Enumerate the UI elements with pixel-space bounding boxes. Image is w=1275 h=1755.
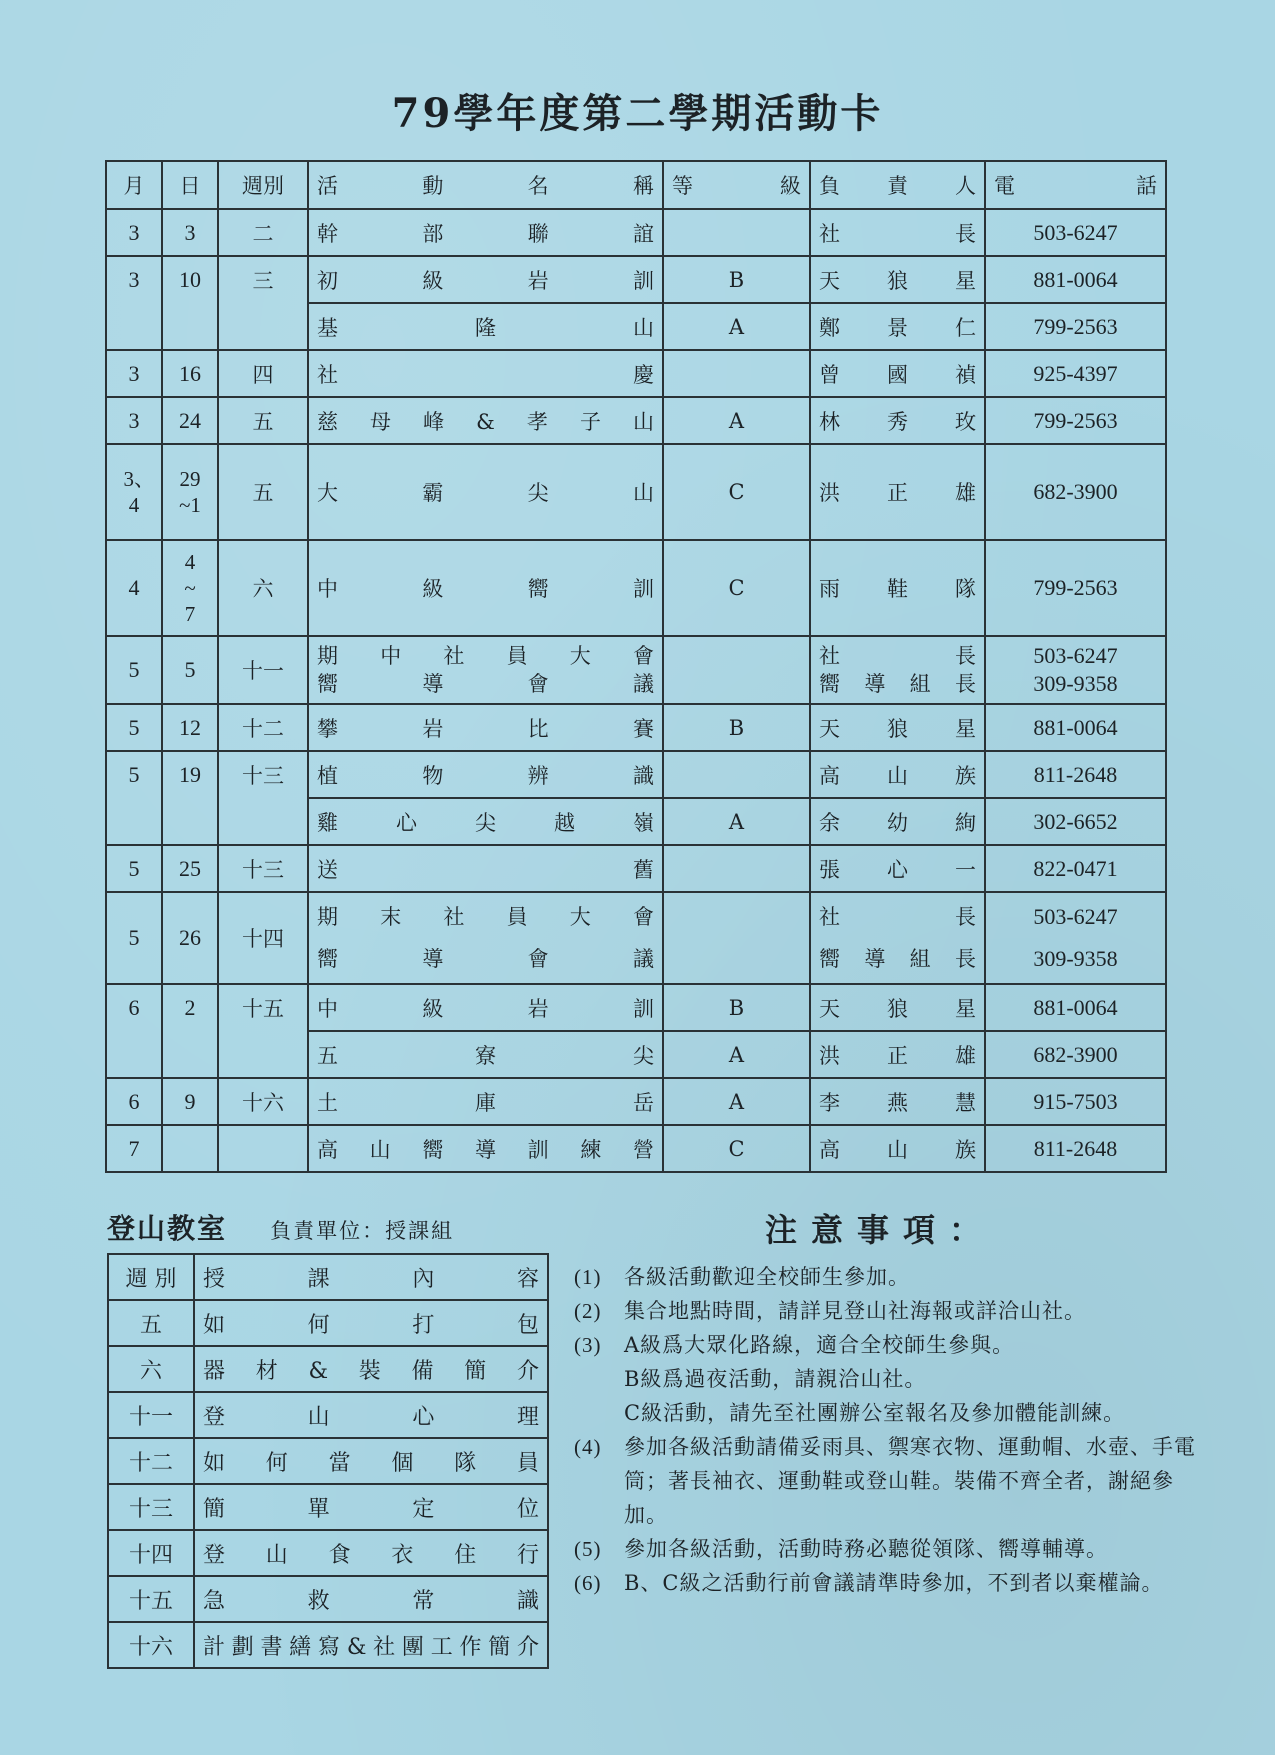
note-number: (3)	[574, 1333, 602, 1357]
cell-grade	[663, 892, 810, 984]
table-row	[108, 1392, 548, 1438]
header-activity: 活 動 名 稱	[308, 161, 663, 209]
cell-month: 5	[106, 751, 162, 798]
cell-month: 3	[106, 209, 162, 256]
cell-day	[162, 303, 218, 350]
class-week: 六	[108, 1346, 194, 1392]
note-number: (6)	[574, 1571, 602, 1595]
cell-activity: 初級岩訓	[308, 256, 663, 303]
header-month: 月	[106, 161, 162, 209]
cell-day: 9	[162, 1078, 218, 1125]
cell-grade: A	[663, 798, 810, 845]
class-week: 十三	[108, 1484, 194, 1530]
cell-month: 4	[106, 540, 162, 636]
cell-phone	[985, 636, 1166, 704]
note-text: A級爲大眾化路線，適合全校師生參與。	[624, 1333, 1015, 1357]
cell-week	[218, 1125, 308, 1172]
class-week: 十五	[108, 1576, 194, 1622]
note-text: 參加各級活動，活動時務必聽從領隊、嚮導輔導。	[624, 1537, 1108, 1561]
cell-day: 3	[162, 209, 218, 256]
cell-activity: 雞心尖越嶺	[308, 798, 663, 845]
cell-day: 2	[162, 984, 218, 1031]
schedule-header-row	[106, 161, 1166, 209]
class-content: 如何打包	[194, 1300, 548, 1346]
phone-line: 503-6247	[1033, 904, 1118, 929]
cell-phone: 822-0471	[985, 845, 1166, 892]
cell-activity: 幹部聯誼	[308, 209, 663, 256]
cell-leader: 洪正雄	[810, 444, 985, 540]
table-row	[106, 350, 1166, 397]
cell-day: 10	[162, 256, 218, 303]
table-row	[108, 1576, 548, 1622]
table-row	[106, 397, 1166, 444]
cell-day: 25	[162, 845, 218, 892]
header-leader: 負 責 人	[810, 161, 985, 209]
cell-phone: 811-2648	[985, 751, 1166, 798]
classroom-unit: 負責單位：授課組	[270, 1219, 455, 1243]
table-row	[106, 636, 1166, 704]
activity-line: 嚮導會議	[317, 672, 654, 696]
leader-line: 嚮導組長	[819, 947, 976, 971]
cell-leader: 曾國禎	[810, 350, 985, 397]
class-week: 十一	[108, 1392, 194, 1438]
phone-line: 503-6247	[1033, 643, 1118, 668]
table-row	[106, 845, 1166, 892]
cell-phone: 811-2648	[985, 1125, 1166, 1172]
class-content: 計劃書繕寫&社團工作簡介	[194, 1622, 548, 1668]
cell-phone: 881-0064	[985, 704, 1166, 751]
table-row	[106, 303, 1166, 350]
note-item	[574, 1328, 1214, 1430]
notes-title: 注意事項：	[764, 1211, 995, 1249]
class-content: 如何當個隊員	[194, 1438, 548, 1484]
cell-leader: 高山族	[810, 751, 985, 798]
table-row	[106, 540, 1166, 636]
cell-activity: 五寮尖	[308, 1031, 663, 1078]
cell-day: 5	[162, 636, 218, 704]
cell-leader	[810, 892, 985, 984]
cell-day: 12	[162, 704, 218, 751]
cell-week: 十三	[218, 751, 308, 798]
class-content: 登山食衣住行	[194, 1530, 548, 1576]
leader-line: 嚮導組長	[819, 672, 976, 696]
cell-activity: 慈母峰&孝子山	[308, 397, 663, 444]
header-day: 日	[162, 161, 218, 209]
table-row	[106, 444, 1166, 540]
day-vertical: 4~7	[184, 550, 196, 626]
cell-grade: B	[663, 256, 810, 303]
cell-grade: C	[663, 444, 810, 540]
cell-leader: 高山族	[810, 1125, 985, 1172]
cell-phone: 925-4397	[985, 350, 1166, 397]
cell-day	[162, 798, 218, 845]
cell-activity: 中級岩訓	[308, 984, 663, 1031]
table-row	[106, 984, 1166, 1031]
schedule-table	[105, 160, 1167, 1173]
cell-activity	[308, 636, 663, 704]
cell-week	[218, 303, 308, 350]
cell-grade	[663, 845, 810, 892]
table-row	[106, 256, 1166, 303]
cell-activity: 土庫岳	[308, 1078, 663, 1125]
class-week: 十二	[108, 1438, 194, 1484]
classroom-header-row	[108, 1254, 548, 1300]
cell-phone: 881-0064	[985, 256, 1166, 303]
cell-leader	[810, 636, 985, 704]
header-week: 週別	[218, 161, 308, 209]
cell-day	[162, 1031, 218, 1078]
note-text: 集合地點時間，請詳見登山社海報或詳洽山社。	[624, 1299, 1086, 1323]
cell-week: 十六	[218, 1078, 308, 1125]
phone-line: 309-9358	[1033, 671, 1118, 696]
class-week: 十六	[108, 1622, 194, 1668]
notes-list	[574, 1260, 1214, 1600]
cell-month: 5	[106, 845, 162, 892]
activity-line: 期末社員大會	[317, 905, 654, 929]
table-row	[106, 1125, 1166, 1172]
note-item	[574, 1566, 1214, 1600]
phone-line: 309-9358	[1033, 946, 1118, 971]
cell-day: 26	[162, 892, 218, 984]
cell-day	[162, 1125, 218, 1172]
cell-month: 6	[106, 984, 162, 1031]
cell-week: 十四	[218, 892, 308, 984]
class-week: 五	[108, 1300, 194, 1346]
table-row	[106, 892, 1166, 984]
leader-line: 社長	[819, 644, 976, 668]
cell-week: 六	[218, 540, 308, 636]
note-number: (4)	[574, 1435, 602, 1459]
cell-activity: 送舊	[308, 845, 663, 892]
cell-week: 五	[218, 444, 308, 540]
table-row	[106, 1078, 1166, 1125]
cell-day: 19	[162, 751, 218, 798]
class-week: 十四	[108, 1530, 194, 1576]
cell-activity: 社慶	[308, 350, 663, 397]
activity-line: 嚮導會議	[317, 947, 654, 971]
table-row	[106, 209, 1166, 256]
note-item	[574, 1260, 1214, 1294]
header-phone: 電 話	[985, 161, 1166, 209]
note-text-extra: C級活動，請先至社團辦公室報名及參加體能訓練。	[624, 1401, 1126, 1425]
cell-phone	[985, 892, 1166, 984]
cell-grade: A	[663, 1031, 810, 1078]
cell-week: 三	[218, 256, 308, 303]
class-content: 器材&裝備簡介	[194, 1346, 548, 1392]
cell-week: 十三	[218, 845, 308, 892]
cell-activity: 植物辨識	[308, 751, 663, 798]
leader-line: 社長	[819, 905, 976, 929]
note-number: (5)	[574, 1537, 602, 1561]
cell-leader: 天狼星	[810, 704, 985, 751]
cell-week: 五	[218, 397, 308, 444]
cell-leader: 李燕慧	[810, 1078, 985, 1125]
cell-phone: 799-2563	[985, 397, 1166, 444]
cell-activity	[308, 892, 663, 984]
cell-grade	[663, 751, 810, 798]
table-row	[106, 751, 1166, 798]
cell-phone: 682-3900	[985, 444, 1166, 540]
cell-phone: 915-7503	[985, 1078, 1166, 1125]
cell-phone: 503-6247	[985, 209, 1166, 256]
cell-phone: 799-2563	[985, 540, 1166, 636]
cell-leader: 雨鞋隊	[810, 540, 985, 636]
cell-week	[218, 1031, 308, 1078]
classroom-table	[107, 1253, 549, 1669]
cell-grade: C	[663, 1125, 810, 1172]
table-row	[106, 704, 1166, 751]
cell-week: 二	[218, 209, 308, 256]
table-row	[108, 1438, 548, 1484]
note-text: 參加各級活動請備妥雨具、禦寒衣物、運動帽、水壺、手電筒；著長袖衣、運動鞋或登山鞋。裝備不齊全者，謝絕參加。	[624, 1435, 1196, 1527]
class-content: 簡單定位	[194, 1484, 548, 1530]
cell-phone: 302-6652	[985, 798, 1166, 845]
page-title: 79學年度第二學期活動卡	[391, 90, 884, 137]
cell-grade	[663, 350, 810, 397]
cell-leader: 天狼星	[810, 984, 985, 1031]
cell-grade	[663, 636, 810, 704]
cell-phone: 881-0064	[985, 984, 1166, 1031]
cell-grade: C	[663, 540, 810, 636]
cell-leader: 林秀玫	[810, 397, 985, 444]
note-text-block	[624, 1328, 1214, 1430]
cell-leader: 社長	[810, 209, 985, 256]
note-number: (2)	[574, 1299, 602, 1323]
cell-grade: B	[663, 984, 810, 1031]
cell-leader: 洪正雄	[810, 1031, 985, 1078]
cell-week: 十五	[218, 984, 308, 1031]
cell-phone: 682-3900	[985, 1031, 1166, 1078]
cell-activity: 中級嚮訓	[308, 540, 663, 636]
table-row	[108, 1530, 548, 1576]
cell-month: 5	[106, 704, 162, 751]
classroom-header-content: 授 課 內 容	[194, 1254, 548, 1300]
note-text: 各級活動歡迎全校師生參加。	[624, 1265, 910, 1289]
cell-month	[106, 444, 162, 540]
cell-leader: 天狼星	[810, 256, 985, 303]
cell-grade: A	[663, 1078, 810, 1125]
cell-day: 24	[162, 397, 218, 444]
cell-grade: A	[663, 303, 810, 350]
cell-grade: A	[663, 397, 810, 444]
cell-month	[106, 1031, 162, 1078]
note-item	[574, 1430, 1214, 1532]
cell-month: 7	[106, 1125, 162, 1172]
cell-week	[218, 798, 308, 845]
cell-week: 十二	[218, 704, 308, 751]
cell-activity: 大霸尖山	[308, 444, 663, 540]
cell-activity: 基隆山	[308, 303, 663, 350]
cell-day	[162, 540, 218, 636]
classroom-heading-block	[107, 1207, 547, 1247]
month-vertical: 3、4	[123, 467, 155, 517]
note-number: (1)	[574, 1265, 602, 1289]
cell-month	[106, 798, 162, 845]
table-row	[106, 798, 1166, 845]
cell-activity: 攀岩比賽	[308, 704, 663, 751]
table-row	[106, 1031, 1166, 1078]
cell-grade	[663, 209, 810, 256]
activity-line: 期中社員大會	[317, 644, 654, 668]
note-item	[574, 1294, 1214, 1328]
cell-day: 16	[162, 350, 218, 397]
cell-month: 3	[106, 350, 162, 397]
cell-month: 5	[106, 892, 162, 984]
classroom-heading: 登山教室	[107, 1212, 228, 1245]
table-row	[108, 1300, 548, 1346]
table-row	[108, 1622, 548, 1668]
note-text-extra: B級爲過夜活動，請親洽山社。	[624, 1367, 927, 1391]
cell-month: 3	[106, 256, 162, 303]
cell-leader: 余幼絢	[810, 798, 985, 845]
cell-month: 6	[106, 1078, 162, 1125]
note-item	[574, 1532, 1214, 1566]
cell-month: 5	[106, 636, 162, 704]
note-text: B、C級之活動行前會議請準時參加，不到者以棄權論。	[624, 1571, 1164, 1595]
class-content: 登山心理	[194, 1392, 548, 1438]
table-row	[108, 1346, 548, 1392]
cell-week: 十一	[218, 636, 308, 704]
day-vertical: 29~1	[179, 467, 201, 517]
table-row	[108, 1484, 548, 1530]
header-grade: 等 級	[663, 161, 810, 209]
cell-week: 四	[218, 350, 308, 397]
cell-activity: 高山嚮導訓練營	[308, 1125, 663, 1172]
cell-phone: 799-2563	[985, 303, 1166, 350]
cell-leader: 張心一	[810, 845, 985, 892]
cell-month: 3	[106, 397, 162, 444]
cell-day	[162, 444, 218, 540]
classroom-header-week: 週 別	[108, 1254, 194, 1300]
cell-leader: 鄭景仁	[810, 303, 985, 350]
cell-month	[106, 303, 162, 350]
class-content: 急救常識	[194, 1576, 548, 1622]
cell-grade: B	[663, 704, 810, 751]
